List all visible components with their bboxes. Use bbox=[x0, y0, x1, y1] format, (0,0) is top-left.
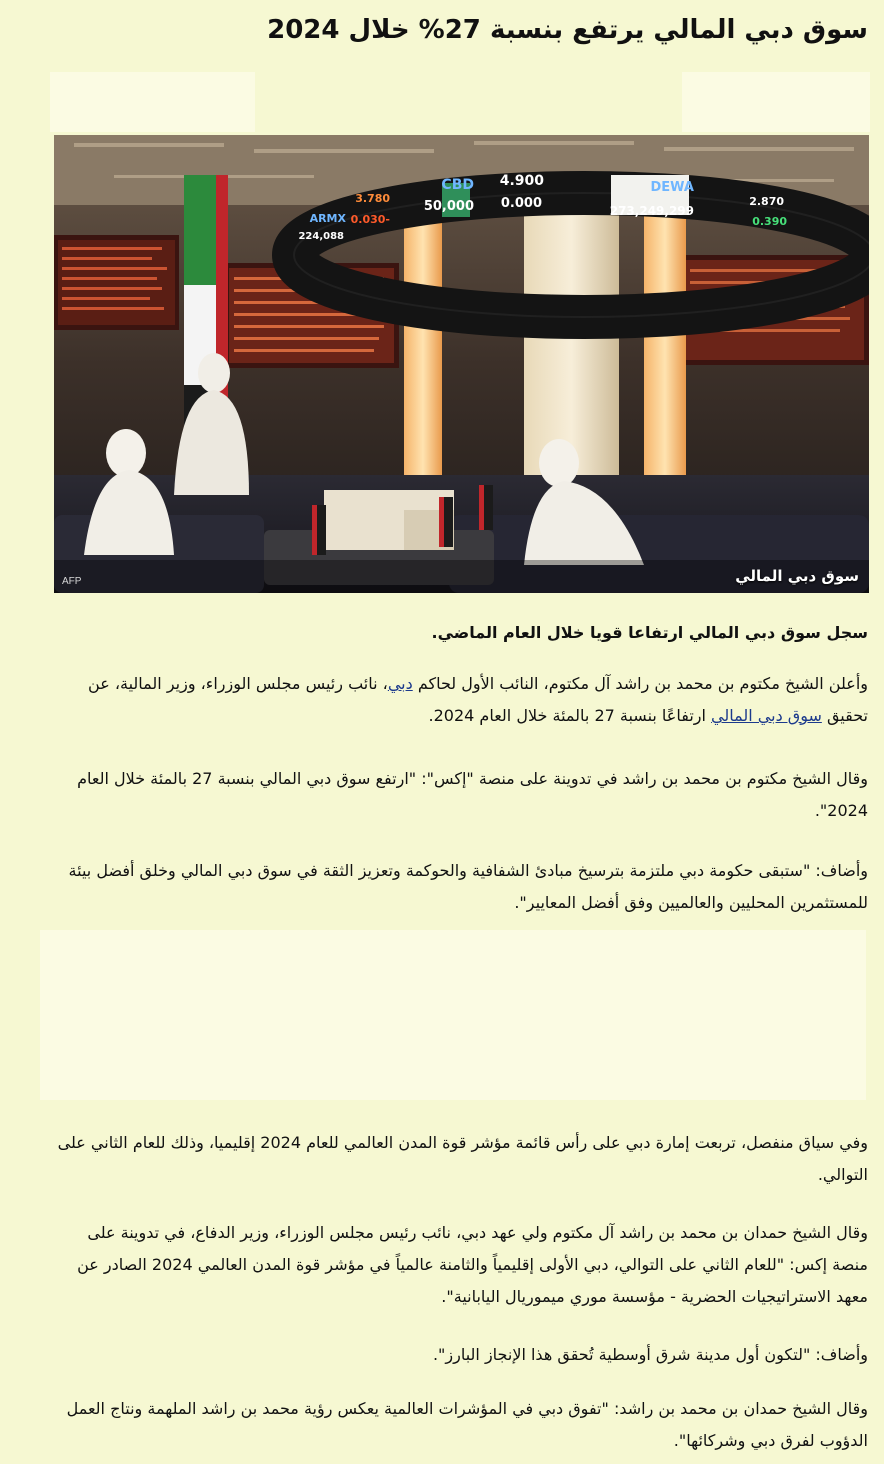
hero-photo bbox=[54, 135, 869, 593]
image-credit: AFP bbox=[62, 576, 82, 587]
article-paragraph-7: وقال الشيخ حمدان بن محمد بن راشد: "تفوق دبي في المؤشرات العالمية يعكس رؤية محمد بن راشد الملهمة ونتاج العمل الدؤوب لفرق دبي وشركائها". bbox=[66, 1399, 868, 1450]
article-lead: سجل سوق دبي المالي ارتفاعا قويا خلال العام الماضي. bbox=[431, 623, 868, 642]
image-caption: سوق دبي المالي bbox=[735, 567, 859, 585]
article-paragraph-4: وفي سياق منفصل، تربعت إمارة دبي على رأس قائمة مؤشر قوة المدن العالمي للعام 2024 إقليميا، وذلك للعام الثاني على التوالي. bbox=[57, 1133, 868, 1184]
article-paragraph-6: وأضاف: "لتكون أول مدينة شرق أوسطية تُحقق هذا الإنجاز البارز". bbox=[432, 1345, 868, 1364]
ticker-dewa-price: 2.870 bbox=[749, 195, 784, 208]
article-paragraph-1 bbox=[54, 668, 868, 732]
ticker-cbd: CBD bbox=[441, 177, 474, 193]
article-paragraph-5: وقال الشيخ حمدان بن محمد بن راشد آل مكتوم ولي عهد دبي، نائب رئيس مجلس الوزراء، وزير الدفاع، في تدوينة على منصة إكس: "للعام الثاني على التوالي، دبي الأولى إقليمياً والثامنة عالمياً في مؤشر قوة المدن العالمي 2024 الصادر عن معهد الاستراتيجيات الحضرية - مؤسسة موري ميموريال اليابانية". bbox=[77, 1223, 868, 1306]
link-dubai-financial-market[interactable]: سوق دبي المالي bbox=[711, 706, 822, 725]
ad-slot-right bbox=[682, 72, 870, 132]
link-dubai[interactable]: دبي bbox=[387, 674, 413, 693]
paragraph-text: وأعلن الشيخ مكتوم بن محمد بن راشد آل مكتوم، النائب الأول لحاكم bbox=[412, 674, 868, 693]
paragraph-text: ارتفاعًا بنسبة 27 بالمئة خلال العام 2024. bbox=[428, 706, 712, 725]
hero-image bbox=[54, 135, 869, 593]
ad-slot-inline bbox=[40, 930, 866, 1100]
paragraph-text: ، نائب رئيس مجلس الوزراء، وزير المالية، عن تحقيق bbox=[88, 674, 868, 725]
ticker-dewa: DEWA bbox=[650, 180, 694, 195]
article-title: سوق دبي المالي يرتفع بنسبة 27% خلال 2024 bbox=[267, 15, 868, 45]
article-paragraph-2: وقال الشيخ مكتوم بن محمد بن راشد في تدوينة على منصة "إكس": "ارتفع سوق دبي المالي بنسبة 27 بالمئة خلال العام 2024". bbox=[77, 769, 868, 820]
ticker-armx: ARMX bbox=[309, 212, 346, 225]
ticker-dewa-volume: 273,249,299 bbox=[609, 204, 694, 218]
ticker-cbd-change: 0.000 bbox=[500, 196, 542, 211]
ticker-armx-volume: 224,088 bbox=[298, 231, 344, 242]
ticker-cbd-price: 4.900 bbox=[499, 173, 544, 189]
ad-slot-left bbox=[50, 72, 255, 132]
ticker-armx-price: 3.780 bbox=[355, 192, 390, 205]
ticker-cbd-volume: 50,000 bbox=[423, 199, 474, 214]
ticker-dewa-change: 0.390 bbox=[752, 215, 787, 228]
ticker-armx-change: -0.030 bbox=[350, 213, 390, 226]
article-paragraph-3: وأضاف: "ستبقى حكومة دبي ملتزمة بترسيخ مبادئ الشفافية والحوكمة وتعزيز الثقة في سوق دبي المالي وخلق أفضل بيئة للمستثمرين المحليين والعالميين وفق أفضل المعايير". bbox=[68, 861, 868, 912]
